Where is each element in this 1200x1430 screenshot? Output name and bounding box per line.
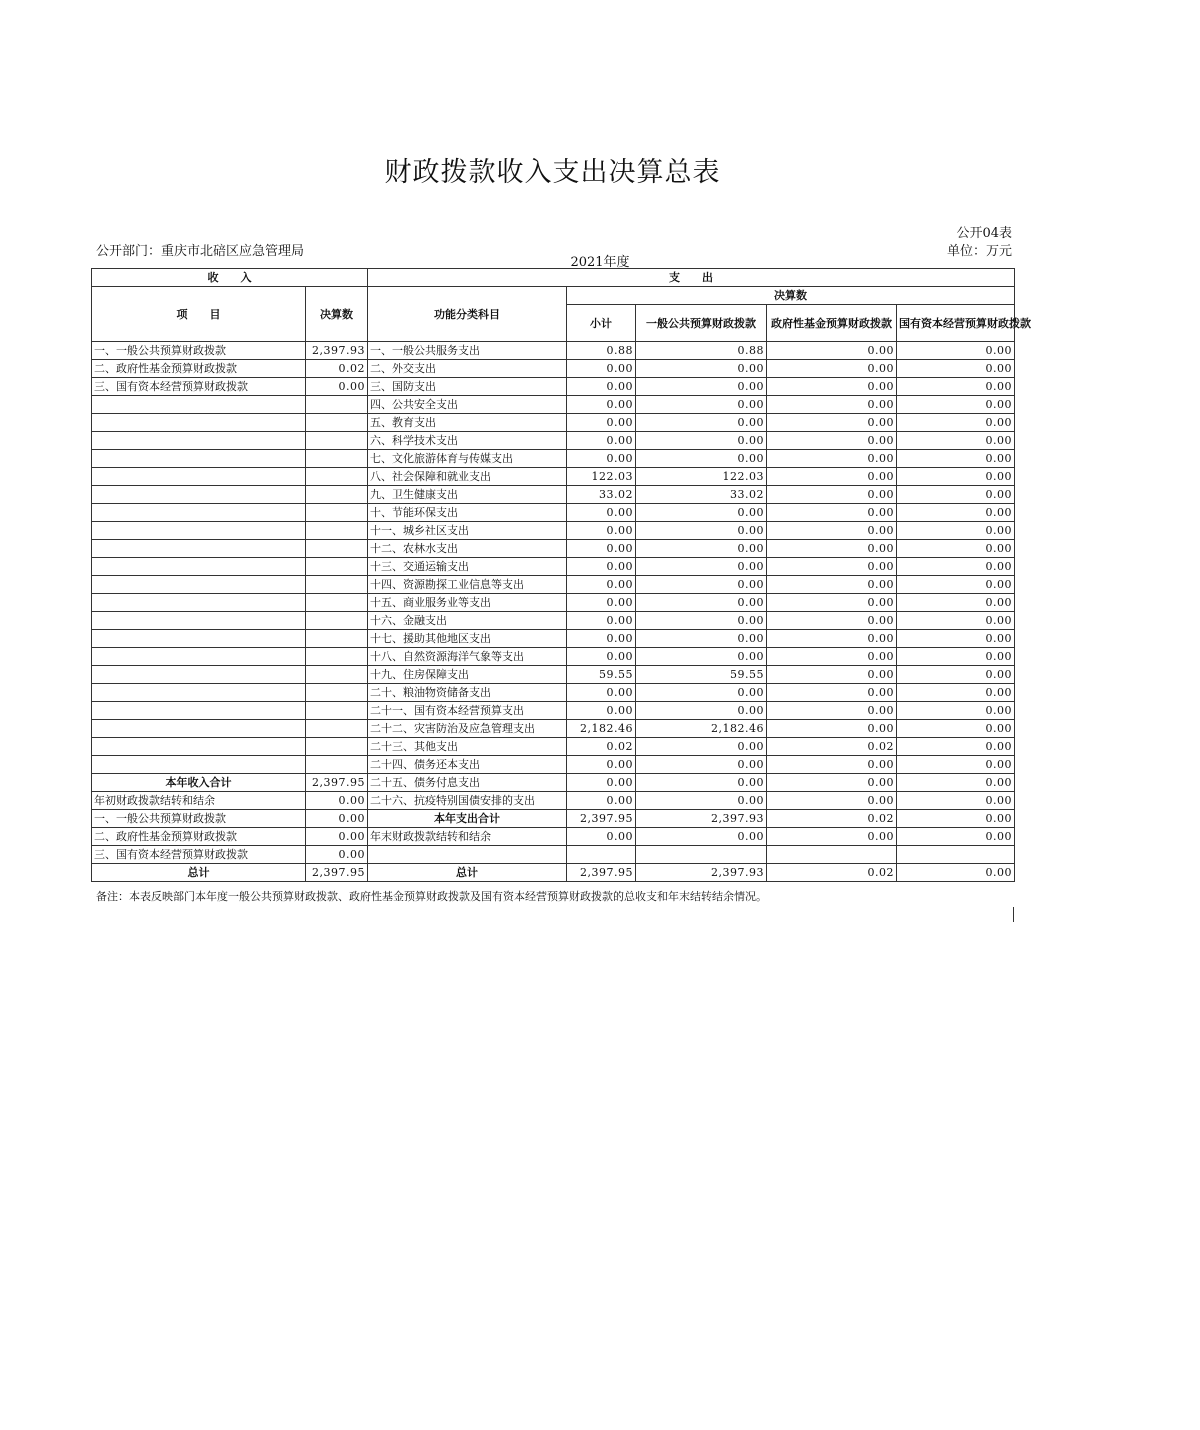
gov-fund-cell: 0.00 <box>767 612 897 630</box>
state-capital-cell: 0.00 <box>897 342 1015 360</box>
income-amount-cell: 0.00 <box>306 810 368 828</box>
general-budget-cell: 0.00 <box>636 414 767 432</box>
income-item-cell: 一、一般公共预算财政拨款 <box>92 810 306 828</box>
general-budget-cell: 0.00 <box>636 378 767 396</box>
state-capital-cell: 0.00 <box>897 576 1015 594</box>
gov-fund-cell: 0.00 <box>767 720 897 738</box>
general-budget-cell: 0.00 <box>636 684 767 702</box>
state-capital-cell: 0.00 <box>897 738 1015 756</box>
state-capital-cell: 0.00 <box>897 378 1015 396</box>
subtotal-cell: 2,397.95 <box>567 864 636 882</box>
state-capital-cell: 0.00 <box>897 414 1015 432</box>
state-capital-cell: 0.00 <box>897 504 1015 522</box>
subtotal-cell: 33.02 <box>567 486 636 504</box>
income-item-cell <box>92 396 306 414</box>
department-label: 公开部门：重庆市北碚区应急管理局 <box>96 244 305 259</box>
subtotal-cell: 0.88 <box>567 342 636 360</box>
general-budget-cell: 0.00 <box>636 756 767 774</box>
expense-item-cell: 八、社会保障和就业支出 <box>368 468 567 486</box>
subtotal-cell: 0.00 <box>567 792 636 810</box>
general-budget-header: 一般公共预算财政拨款 <box>636 305 767 342</box>
expense-item-cell: 十二、农林水支出 <box>368 540 567 558</box>
subtotal-cell: 122.03 <box>567 468 636 486</box>
expense-item-cell: 二十、粮油物资储备支出 <box>368 684 567 702</box>
subtotal-cell: 0.00 <box>567 558 636 576</box>
gov-fund-cell: 0.00 <box>767 558 897 576</box>
income-amount-cell <box>306 756 368 774</box>
income-amount-cell: 2,397.95 <box>306 864 368 882</box>
gov-fund-cell: 0.00 <box>767 396 897 414</box>
expense-item-cell: 年末财政拨款结转和结余 <box>368 828 567 846</box>
table-row <box>92 774 1015 792</box>
income-amount-cell: 0.02 <box>306 360 368 378</box>
state-capital-cell: 0.00 <box>897 558 1015 576</box>
income-amount-cell <box>306 594 368 612</box>
income-header: 收 入 <box>92 269 368 287</box>
subtotal-header: 小计 <box>567 305 636 342</box>
table-row <box>92 558 1015 576</box>
general-budget-cell: 0.88 <box>636 342 767 360</box>
income-item-cell <box>92 468 306 486</box>
expense-item-cell: 十五、商业服务业等支出 <box>368 594 567 612</box>
income-amount-cell <box>306 450 368 468</box>
expense-item-cell: 总计 <box>368 864 567 882</box>
state-capital-cell: 0.00 <box>897 468 1015 486</box>
expense-item-cell: 十四、资源勘探工业信息等支出 <box>368 576 567 594</box>
income-item-cell <box>92 738 306 756</box>
general-budget-cell: 0.00 <box>636 828 767 846</box>
income-amount-cell: 0.00 <box>306 846 368 864</box>
income-amount-cell <box>306 684 368 702</box>
expense-item-cell: 二、外交支出 <box>368 360 567 378</box>
expense-item-cell: 五、教育支出 <box>368 414 567 432</box>
income-amount-cell: 2,397.93 <box>306 342 368 360</box>
general-budget-cell: 2,397.93 <box>636 810 767 828</box>
gov-fund-cell: 0.00 <box>767 450 897 468</box>
table-row <box>92 702 1015 720</box>
state-capital-cell: 0.00 <box>897 792 1015 810</box>
state-capital-cell: 0.00 <box>897 828 1015 846</box>
gov-fund-cell: 0.00 <box>767 792 897 810</box>
expense-item-cell: 二十三、其他支出 <box>368 738 567 756</box>
general-budget-cell <box>636 846 767 864</box>
subtotal-cell: 0.00 <box>567 630 636 648</box>
page-edge-mark <box>1013 907 1014 922</box>
expense-item-cell: 三、国防支出 <box>368 378 567 396</box>
general-budget-cell: 0.00 <box>636 396 767 414</box>
gov-fund-cell: 0.00 <box>767 702 897 720</box>
general-budget-cell: 0.00 <box>636 594 767 612</box>
income-item-cell <box>92 504 306 522</box>
expense-item-cell: 本年支出合计 <box>368 810 567 828</box>
gov-fund-cell: 0.00 <box>767 522 897 540</box>
state-capital-cell: 0.00 <box>897 630 1015 648</box>
income-amount-cell <box>306 414 368 432</box>
income-item-cell: 一、一般公共预算财政拨款 <box>92 342 306 360</box>
general-budget-cell: 0.00 <box>636 450 767 468</box>
gov-fund-cell: 0.00 <box>767 828 897 846</box>
gov-fund-cell: 0.00 <box>767 414 897 432</box>
table-row <box>92 540 1015 558</box>
income-amount-cell <box>306 540 368 558</box>
expense-item-cell: 四、公共安全支出 <box>368 396 567 414</box>
income-amount-cell <box>306 738 368 756</box>
expense-item-cell: 二十六、抗疫特别国债安排的支出 <box>368 792 567 810</box>
gov-fund-cell: 0.00 <box>767 666 897 684</box>
general-budget-cell: 0.00 <box>636 630 767 648</box>
income-amount-cell <box>306 612 368 630</box>
table-row <box>92 720 1015 738</box>
gov-fund-cell: 0.00 <box>767 576 897 594</box>
settlement-header: 决算数 <box>306 287 368 342</box>
expense-item-cell: 九、卫生健康支出 <box>368 486 567 504</box>
subtotal-cell: 0.00 <box>567 648 636 666</box>
subtotal-cell: 0.00 <box>567 774 636 792</box>
state-capital-cell: 0.00 <box>897 720 1015 738</box>
subtotal-cell: 0.00 <box>567 576 636 594</box>
subtotal-cell: 0.00 <box>567 414 636 432</box>
gov-fund-cell: 0.00 <box>767 432 897 450</box>
state-capital-cell: 0.00 <box>897 540 1015 558</box>
subtotal-cell: 0.00 <box>567 522 636 540</box>
income-item-cell <box>92 594 306 612</box>
general-budget-cell: 0.00 <box>636 738 767 756</box>
general-budget-cell: 2,397.93 <box>636 864 767 882</box>
income-item-cell <box>92 666 306 684</box>
budget-table <box>91 268 1031 882</box>
income-amount-cell: 0.00 <box>306 378 368 396</box>
gov-fund-cell: 0.02 <box>767 864 897 882</box>
general-budget-cell: 0.00 <box>636 648 767 666</box>
gov-fund-cell: 0.00 <box>767 360 897 378</box>
income-item-cell <box>92 630 306 648</box>
expense-item-cell: 十七、援助其他地区支出 <box>368 630 567 648</box>
general-budget-cell: 0.00 <box>636 576 767 594</box>
table-row <box>92 594 1015 612</box>
expense-item-cell: 十六、金融支出 <box>368 612 567 630</box>
income-amount-cell <box>306 630 368 648</box>
income-item-cell <box>92 684 306 702</box>
subtotal-cell: 0.00 <box>567 432 636 450</box>
expense-item-cell: 六、科学技术支出 <box>368 432 567 450</box>
subtotal-cell: 0.00 <box>567 828 636 846</box>
general-budget-cell: 0.00 <box>636 540 767 558</box>
table-row <box>92 468 1015 486</box>
income-item-cell <box>92 648 306 666</box>
subtotal-cell: 0.00 <box>567 612 636 630</box>
gov-fund-cell: 0.00 <box>767 630 897 648</box>
state-capital-header: 国有资本经营预算财政拨款 <box>897 305 1015 342</box>
table-row <box>92 756 1015 774</box>
gov-fund-cell: 0.00 <box>767 684 897 702</box>
subtotal-cell: 0.02 <box>567 738 636 756</box>
income-item-cell <box>92 558 306 576</box>
state-capital-cell: 0.00 <box>897 396 1015 414</box>
table-row <box>92 846 1015 864</box>
subtotal-cell: 59.55 <box>567 666 636 684</box>
subtotal-cell: 0.00 <box>567 378 636 396</box>
income-item-cell <box>92 414 306 432</box>
table-row <box>92 504 1015 522</box>
general-budget-cell: 0.00 <box>636 774 767 792</box>
income-item-cell: 本年收入合计 <box>92 774 306 792</box>
state-capital-cell: 0.00 <box>897 648 1015 666</box>
general-budget-cell: 2,182.46 <box>636 720 767 738</box>
table-row <box>92 864 1015 882</box>
expense-item-cell: 十三、交通运输支出 <box>368 558 567 576</box>
table-row <box>92 738 1015 756</box>
income-amount-cell: 0.00 <box>306 828 368 846</box>
state-capital-cell <box>897 846 1015 864</box>
general-budget-cell: 0.00 <box>636 432 767 450</box>
state-capital-cell: 0.00 <box>897 666 1015 684</box>
income-item-cell <box>92 756 306 774</box>
gov-fund-cell <box>767 846 897 864</box>
subtotal-cell: 0.00 <box>567 756 636 774</box>
income-amount-cell <box>306 432 368 450</box>
table-row <box>92 810 1015 828</box>
general-budget-cell: 59.55 <box>636 666 767 684</box>
subtotal-cell: 2,182.46 <box>567 720 636 738</box>
state-capital-cell: 0.00 <box>897 756 1015 774</box>
income-item-cell <box>92 432 306 450</box>
table-row <box>92 630 1015 648</box>
income-item-cell <box>92 450 306 468</box>
income-item-cell: 二、政府性基金预算财政拨款 <box>92 828 306 846</box>
subtotal-cell: 0.00 <box>567 540 636 558</box>
table-row <box>92 342 1015 360</box>
expense-item-cell: 十一、城乡社区支出 <box>368 522 567 540</box>
income-item-cell: 三、国有资本经营预算财政拨款 <box>92 846 306 864</box>
state-capital-cell: 0.00 <box>897 450 1015 468</box>
state-capital-cell: 0.00 <box>897 864 1015 882</box>
state-capital-cell: 0.00 <box>897 486 1015 504</box>
table-row <box>92 360 1015 378</box>
income-item-cell <box>92 702 306 720</box>
table-row <box>92 522 1015 540</box>
table-row <box>92 432 1015 450</box>
income-amount-cell <box>306 648 368 666</box>
general-budget-cell: 0.00 <box>636 504 767 522</box>
general-budget-cell: 0.00 <box>636 702 767 720</box>
income-amount-cell <box>306 522 368 540</box>
table-row <box>92 450 1015 468</box>
expense-item-cell: 二十一、国有资本经营预算支出 <box>368 702 567 720</box>
expense-item-cell: 二十二、灾害防治及应急管理支出 <box>368 720 567 738</box>
gov-fund-cell: 0.00 <box>767 504 897 522</box>
state-capital-cell: 0.00 <box>897 774 1015 792</box>
income-amount-cell <box>306 720 368 738</box>
income-item-cell: 总计 <box>92 864 306 882</box>
subtotal-cell: 0.00 <box>567 702 636 720</box>
income-item-cell <box>92 576 306 594</box>
general-budget-cell: 0.00 <box>636 522 767 540</box>
unit-label: 单位：万元 <box>946 244 1012 259</box>
expense-item-cell <box>368 846 567 864</box>
gov-fund-cell: 0.00 <box>767 774 897 792</box>
subtotal-cell: 0.00 <box>567 504 636 522</box>
subtotal-cell: 0.00 <box>567 684 636 702</box>
gov-fund-cell: 0.00 <box>767 468 897 486</box>
general-budget-cell: 0.00 <box>636 612 767 630</box>
general-budget-cell: 122.03 <box>636 468 767 486</box>
general-budget-cell: 0.00 <box>636 792 767 810</box>
income-item-cell: 三、国有资本经营预算财政拨款 <box>92 378 306 396</box>
income-item-cell <box>92 720 306 738</box>
table-row <box>92 486 1015 504</box>
income-item-cell <box>92 486 306 504</box>
state-capital-cell: 0.00 <box>897 702 1015 720</box>
expense-item-cell: 七、文化旅游体育与传媒支出 <box>368 450 567 468</box>
table-row <box>92 648 1015 666</box>
general-budget-cell: 0.00 <box>636 360 767 378</box>
footnote: 备注：本表反映部门本年度一般公共预算财政拨款、政府性基金预算财政拨款及国有资本经营预算财政拨款的总收支和年末结转结余情况。 <box>96 890 767 903</box>
subtotal-cell <box>567 846 636 864</box>
gov-fund-cell: 0.02 <box>767 738 897 756</box>
expense-item-cell: 二十五、债务付息支出 <box>368 774 567 792</box>
income-amount-cell <box>306 504 368 522</box>
state-capital-cell: 0.00 <box>897 432 1015 450</box>
income-item-cell: 二、政府性基金预算财政拨款 <box>92 360 306 378</box>
income-item-cell <box>92 540 306 558</box>
state-capital-cell: 0.00 <box>897 810 1015 828</box>
state-capital-cell: 0.00 <box>897 612 1015 630</box>
func-category-header: 功能分类科目 <box>368 287 567 342</box>
gov-fund-cell: 0.00 <box>767 486 897 504</box>
state-capital-cell: 0.00 <box>897 360 1015 378</box>
income-amount-cell <box>306 486 368 504</box>
gov-fund-cell: 0.00 <box>767 378 897 396</box>
page-title: 财政拨款收入支出决算总表 <box>384 157 721 188</box>
item-header: 项 目 <box>92 287 306 342</box>
income-amount-cell: 0.00 <box>306 792 368 810</box>
expense-item-cell: 十、节能环保支出 <box>368 504 567 522</box>
subtotal-cell: 0.00 <box>567 594 636 612</box>
income-amount-cell <box>306 576 368 594</box>
expense-header: 支 出 <box>368 269 1015 287</box>
table-row <box>92 396 1015 414</box>
expense-item-cell: 十九、住房保障支出 <box>368 666 567 684</box>
table-row <box>92 612 1015 630</box>
form-number: 公开04表 <box>956 226 1012 241</box>
general-budget-cell: 33.02 <box>636 486 767 504</box>
subtotal-cell: 0.00 <box>567 396 636 414</box>
subtotal-cell: 0.00 <box>567 360 636 378</box>
gov-fund-header: 政府性基金预算财政拨款 <box>767 305 897 342</box>
state-capital-cell: 0.00 <box>897 522 1015 540</box>
table-row <box>92 576 1015 594</box>
gov-fund-cell: 0.00 <box>767 594 897 612</box>
table-row <box>92 684 1015 702</box>
settlement-group-header: 决算数 <box>567 287 1015 305</box>
income-item-cell <box>92 522 306 540</box>
gov-fund-cell: 0.00 <box>767 342 897 360</box>
income-item-cell: 年初财政拨款结转和结余 <box>92 792 306 810</box>
income-amount-cell: 2,397.95 <box>306 774 368 792</box>
expense-item-cell: 二十四、债务还本支出 <box>368 756 567 774</box>
general-budget-cell: 0.00 <box>636 558 767 576</box>
table-row <box>92 828 1015 846</box>
expense-item-cell: 十八、自然资源海洋气象等支出 <box>368 648 567 666</box>
income-amount-cell <box>306 396 368 414</box>
table-row <box>92 666 1015 684</box>
subtotal-cell: 0.00 <box>567 450 636 468</box>
income-amount-cell <box>306 702 368 720</box>
gov-fund-cell: 0.02 <box>767 810 897 828</box>
table-row <box>92 378 1015 396</box>
income-amount-cell <box>306 468 368 486</box>
gov-fund-cell: 0.00 <box>767 540 897 558</box>
table-row <box>92 792 1015 810</box>
gov-fund-cell: 0.00 <box>767 648 897 666</box>
income-amount-cell <box>306 666 368 684</box>
fiscal-year: 2021年度 <box>570 255 630 270</box>
income-amount-cell <box>306 558 368 576</box>
gov-fund-cell: 0.00 <box>767 756 897 774</box>
income-item-cell <box>92 612 306 630</box>
state-capital-cell: 0.00 <box>897 684 1015 702</box>
subtotal-cell: 2,397.95 <box>567 810 636 828</box>
state-capital-cell: 0.00 <box>897 594 1015 612</box>
table-row <box>92 414 1015 432</box>
expense-item-cell: 一、一般公共服务支出 <box>368 342 567 360</box>
